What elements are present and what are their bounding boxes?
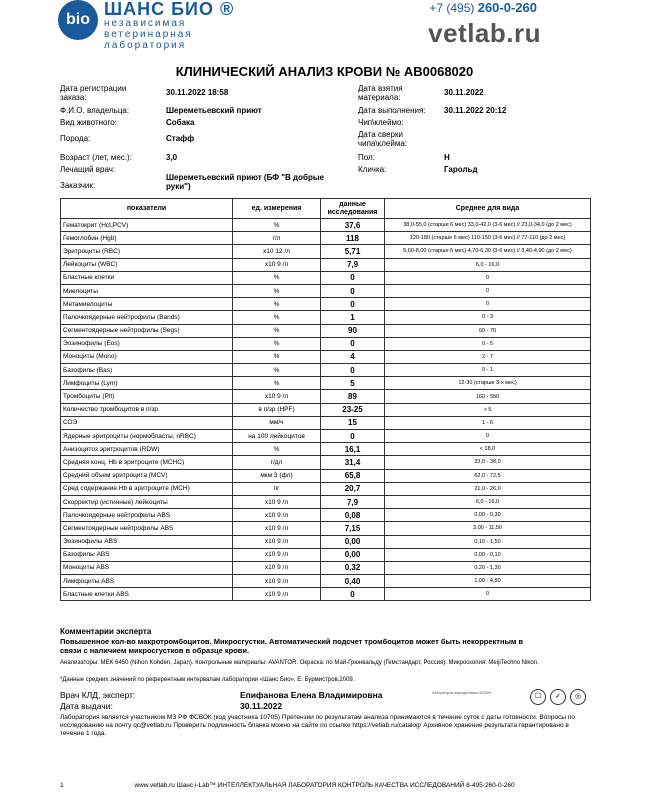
- cell-value: 31,4: [321, 456, 385, 469]
- cell-unit: мм/ч: [233, 416, 321, 429]
- table-row: [61, 377, 591, 390]
- certificate-icon: ☐: [530, 689, 546, 705]
- report-title: КЛИНИЧЕСКИЙ АНАЛИЗ КРОВИ № AB0068020: [175, 64, 474, 79]
- breed-value: Стафф: [166, 134, 195, 143]
- brand-sub-3: лаборатория: [104, 40, 187, 51]
- cell-value: 0: [321, 364, 385, 377]
- table-row: [61, 522, 591, 535]
- table-row: [61, 495, 591, 508]
- table-row: [61, 271, 591, 284]
- chip-check-label: Дата сверки чипа\клейма:: [358, 130, 407, 148]
- cell-test-name: Базофилы (Bas): [61, 364, 233, 377]
- cell-value: 118: [321, 232, 385, 245]
- table-header-row: [61, 199, 591, 219]
- cell-unit: x10 9 /л: [233, 535, 321, 548]
- table-row: [61, 548, 591, 561]
- table-row: [61, 284, 591, 297]
- comment-header: Комментарии эксперта: [60, 627, 152, 636]
- cell-unit: пг: [233, 482, 321, 495]
- cell-value: 20,7: [321, 482, 385, 495]
- table-row: [61, 456, 591, 469]
- cell-reference: 120-180 (старше 6 мес) 110-150 (3-6 мес) // 77-110 (до 2 мес): [385, 232, 591, 245]
- cell-test-name: Скорректир (истинные) лейкоциты: [61, 495, 233, 508]
- cell-unit: на 100 лейкоцитов: [233, 430, 321, 443]
- done-value: 30.11.2022 20:12: [444, 106, 507, 115]
- name-value: Гарольд: [444, 165, 478, 174]
- cell-test-name: Эозинофилы ABS: [61, 535, 233, 548]
- cell-reference: 0: [385, 271, 591, 284]
- cell-test-name: СОЭ: [61, 416, 233, 429]
- cell-value: 0: [321, 430, 385, 443]
- cell-unit: x10 12 /л: [233, 245, 321, 258]
- cell-test-name: Анизоцитоз эритроцитов (RDW): [61, 443, 233, 456]
- cell-test-name: Миелоциты: [61, 284, 233, 297]
- cell-unit: x10 9 /л: [233, 548, 321, 561]
- table-row: [61, 430, 591, 443]
- cell-test-name: Сегментоядерные нейтрофилы (Segs): [61, 324, 233, 337]
- analyzers-note: Анализаторы: MEK 6450 (Nihon Kohden, Japan). Контрольные материалы: AVANTOR. Окраска: по Май-Грюнвальду (Гемстандарт, Россия). Микроскопия: MeijiTechno Nikon.: [60, 660, 539, 666]
- cell-reference: < 18,0: [385, 443, 591, 456]
- phone-prefix: +7 (495): [429, 1, 475, 15]
- cell-value: 0,00: [321, 548, 385, 561]
- cell-reference: 6,0 - 16,0: [385, 258, 591, 271]
- table-row: [61, 337, 591, 350]
- cell-value: 4: [321, 350, 385, 363]
- cell-value: 0,00: [321, 535, 385, 548]
- comment-text: Повышенное кол-во макротромбоцитов. Микросгустки. Автоматический подсчет тромбоцитов может быть некорректным в связи с наличием микросгустков в образце крови.: [60, 637, 524, 655]
- reg-date-value: 30.11.2022 18:58: [166, 88, 229, 97]
- cell-test-name: Палочкоядерные нейтрофилы (Bands): [61, 311, 233, 324]
- cell-value: 0: [321, 337, 385, 350]
- table-row: [61, 482, 591, 495]
- phone: [429, 0, 537, 15]
- cell-value: 65,8: [321, 469, 385, 482]
- results-table: [60, 198, 591, 601]
- cell-unit: x10 9 /л: [233, 588, 321, 601]
- brand-name: ШАНС БИО ®: [104, 0, 235, 19]
- col-header-value: данные исследования: [321, 199, 385, 219]
- owner-label: Ф.И.О. владельца:: [60, 106, 130, 115]
- cell-value: 5,71: [321, 245, 385, 258]
- cell-unit: %: [233, 350, 321, 363]
- table-row: [61, 588, 591, 601]
- cell-test-name: Гемоглобин (Hgb): [61, 232, 233, 245]
- cell-value: 7,9: [321, 495, 385, 508]
- table-row: [61, 364, 591, 377]
- cell-value: 0,08: [321, 509, 385, 522]
- quality-mark-icon: ✓: [550, 689, 566, 705]
- cell-unit: x10 9 /л: [233, 258, 321, 271]
- cell-reference: 0: [385, 588, 591, 601]
- cell-test-name: Базофилы ABS: [61, 548, 233, 561]
- table-row: [61, 232, 591, 245]
- cell-unit: %: [233, 311, 321, 324]
- cell-value: 37,6: [321, 219, 385, 232]
- table-row: [61, 390, 591, 403]
- cell-reference: 0,00 - 0,30: [385, 509, 591, 522]
- cell-test-name: Эозинофилы (Eos): [61, 337, 233, 350]
- cell-unit: %: [233, 271, 321, 284]
- lab-logo: bio: [58, 0, 98, 40]
- chip-label: Чип\клеймо:: [358, 118, 404, 127]
- cell-value: 5: [321, 377, 385, 390]
- page-number: 1: [60, 782, 64, 789]
- cell-unit: x10 9 /л: [233, 495, 321, 508]
- species-value: Собака: [166, 118, 195, 127]
- cell-value: 89: [321, 390, 385, 403]
- cell-value: 0: [321, 271, 385, 284]
- brand: [104, 0, 234, 51]
- cell-value: 90: [321, 324, 385, 337]
- cell-reference: 60 - 70: [385, 324, 591, 337]
- cell-unit: г/л: [233, 232, 321, 245]
- cell-test-name: Бластные клетки: [61, 271, 233, 284]
- results-body: [61, 219, 591, 601]
- cell-unit: x10 9 /л: [233, 390, 321, 403]
- cell-test-name: Эритроциты (RBC): [61, 245, 233, 258]
- col-header-test: показатели: [61, 199, 233, 219]
- cell-value: 0: [321, 298, 385, 311]
- cell-unit: x10 9 /л: [233, 509, 321, 522]
- cell-unit: x10 9 /л: [233, 575, 321, 588]
- cell-unit: г/дл: [233, 456, 321, 469]
- cell-unit: %: [233, 364, 321, 377]
- table-row: [61, 403, 591, 416]
- age-value: 3,0: [166, 153, 178, 162]
- table-row: [61, 324, 591, 337]
- cell-reference: 6,0 - 16,0: [385, 495, 591, 508]
- phone-number: 260-0-260: [477, 0, 537, 15]
- issue-date-label: Дата выдачи:: [60, 701, 113, 711]
- table-row: [61, 416, 591, 429]
- cell-unit: %: [233, 377, 321, 390]
- table-row: [61, 535, 591, 548]
- cell-test-name: Средний объем эритроцита (MCV): [61, 469, 233, 482]
- cell-value: 7,15: [321, 522, 385, 535]
- customer-label: Заказчик:: [60, 181, 96, 190]
- table-row: [61, 443, 591, 456]
- cell-reference: 0: [385, 430, 591, 443]
- cell-reference: 0 - 3: [385, 311, 591, 324]
- cell-reference: 21,0 - 26,0: [385, 482, 591, 495]
- cell-reference: 0,10 - 1,50: [385, 535, 591, 548]
- cell-reference: 1,00 - 4,80: [385, 575, 591, 588]
- sex-value: Н: [444, 153, 450, 162]
- table-row: [61, 311, 591, 324]
- reference-note: *Данные средних значений по референтным интервалам лаборатории «Шанс Био», Е. Бурмистров,2009.: [60, 677, 355, 683]
- cell-test-name: Палочкоядерные нейтрофилы ABS: [61, 509, 233, 522]
- brand-sub-1: независимая: [104, 18, 187, 29]
- cell-value: 1: [321, 311, 385, 324]
- cell-value: 0: [321, 588, 385, 601]
- cell-unit: %: [233, 443, 321, 456]
- cell-unit: %: [233, 324, 321, 337]
- brand-sub-2: ветеринарная: [104, 29, 193, 40]
- cell-unit: %: [233, 284, 321, 297]
- doctor-label: Лечащий врач:: [60, 165, 116, 174]
- cell-test-name: Метамиелоциты: [61, 298, 233, 311]
- cell-unit: x10 9 /л: [233, 522, 321, 535]
- cell-reference: 62,0 - 72,5: [385, 469, 591, 482]
- cell-test-name: Сред содержание Hb в эритроците (MCH): [61, 482, 233, 495]
- cell-value: 7,9: [321, 258, 385, 271]
- cell-test-name: Тромбоциты (Plt): [61, 390, 233, 403]
- cell-value: 16,1: [321, 443, 385, 456]
- cell-value: 23-25: [321, 403, 385, 416]
- stamp-icon: ◎: [570, 689, 586, 705]
- cell-reference: 38,0-55,0 (старше 6 мес) 33,0-42,0 (3-6 мес) // 23,0-34,0 (до 2 мес): [385, 219, 591, 232]
- cell-test-name: Моноциты (Mono): [61, 350, 233, 363]
- cell-test-name: Лимфоциты (Lym): [61, 377, 233, 390]
- cell-unit: в п/зр (HPF): [233, 403, 321, 416]
- cell-test-name: Средняя конц. Hb в эритроците (MCHC): [61, 456, 233, 469]
- cell-unit: мкм 3 (фл): [233, 469, 321, 482]
- name-label: Кличка:: [358, 165, 387, 174]
- cell-test-name: Бластные клетки ABS: [61, 588, 233, 601]
- cell-reference: 160 - 550: [385, 390, 591, 403]
- cell-reference: 33,0 - 38,0: [385, 456, 591, 469]
- table-row: [61, 350, 591, 363]
- doctor-name: Епифанова Елена Владимировна: [240, 690, 383, 700]
- cell-unit: %: [233, 298, 321, 311]
- cell-reference: > 5: [385, 403, 591, 416]
- table-row: [61, 469, 591, 482]
- cell-value: 0,32: [321, 561, 385, 574]
- cell-reference: 0 - 1: [385, 364, 591, 377]
- table-row: [61, 561, 591, 574]
- cell-reference: 3,00 - 11,50: [385, 522, 591, 535]
- sex-label: Пол:: [358, 153, 375, 162]
- accreditation-text: Лаборатория аккредитована ФСВОК: [432, 691, 492, 695]
- species-label: Вид животного:: [60, 118, 117, 127]
- cell-reference: 0: [385, 298, 591, 311]
- cell-reference: 0,00 - 0,10: [385, 548, 591, 561]
- table-row: [61, 258, 591, 271]
- cell-test-name: Сегментоядерные нейтрофилы ABS: [61, 522, 233, 535]
- cell-reference: 0: [385, 284, 591, 297]
- doctor-label: Врач КЛД, эксперт:: [60, 690, 136, 700]
- cell-test-name: Моноциты ABS: [61, 561, 233, 574]
- cell-test-name: Лейкоциты (WBC): [61, 258, 233, 271]
- cell-reference: 0,20 - 1,30: [385, 561, 591, 574]
- sample-date-value: 30.11.2022: [444, 88, 484, 97]
- cell-test-name: Лимфоциты ABS: [61, 575, 233, 588]
- col-header-ref: Среднее для вида: [385, 199, 591, 219]
- table-row: [61, 298, 591, 311]
- sample-date-label: Дата взятия материала:: [358, 84, 403, 102]
- done-label: Дата выполнения:: [358, 106, 426, 115]
- cell-test-name: Ядерные эритроциты (нормобласты, nRBC): [61, 430, 233, 443]
- table-row: [61, 245, 591, 258]
- table-row: [61, 575, 591, 588]
- site-url: vetlab.ru: [428, 18, 541, 48]
- cell-value: 0: [321, 284, 385, 297]
- table-row: [61, 219, 591, 232]
- cell-unit: x10 9 /л: [233, 561, 321, 574]
- col-header-unit: ед. измерения: [233, 199, 321, 219]
- cell-test-name: Гематокрит (Hct,PCV): [61, 219, 233, 232]
- issue-date: 30.11.2022: [240, 701, 283, 711]
- reg-date-label: Дата регистрации заказа:: [60, 84, 127, 102]
- cell-reference: 1 - 6: [385, 416, 591, 429]
- cell-test-name: Количество тромбоцитов в п/зр: [61, 403, 233, 416]
- cell-value: 0,40: [321, 575, 385, 588]
- cell-value: 15: [321, 416, 385, 429]
- cell-unit: %: [233, 337, 321, 350]
- breed-label: Порода:: [60, 134, 91, 143]
- table-row: [61, 509, 591, 522]
- cell-unit: %: [233, 219, 321, 232]
- disclaimer: Лаборатория является участником МЗ РФ ФСВОК (код участника 10705) Претензии по результатам анализа принимаются в течение суток с даты готовности. Вопросы по исследованию на почту qc@vetlab.ru Проверить подлинность бланка можно на сайте по ссылке https://vetlab.ru/catalog/ Архивное хранение результата гарантировано в течение 1 года.: [60, 714, 575, 737]
- age-label: Возраст (лет, мес.):: [60, 153, 132, 162]
- cell-reference: 12-30 (старше 3-х мес): [385, 377, 591, 390]
- cell-reference: 0 - 5: [385, 337, 591, 350]
- owner-value: Шереметьевский приют: [166, 106, 262, 115]
- customer-value: Шереметьевский приют (БФ "В добрые руки"): [166, 173, 325, 191]
- cell-reference: 2 - 7: [385, 350, 591, 363]
- footer-text: www.vetlab.ru Шанс i-Lab™ ИНТЕЛЛЕКТУАЛЬНАЯ ЛАБОРАТОРИЯ КОНТРОЛЬ КАЧЕСТВА ИССЛЕДОВАНИЙ 8-495-260-0-260: [134, 782, 515, 789]
- cell-reference: 5,60-8,00 (старше 6 мес) 4,70-6,30 (3-6 мес) // 3,40-4,90 (до 2 мес): [385, 245, 591, 258]
